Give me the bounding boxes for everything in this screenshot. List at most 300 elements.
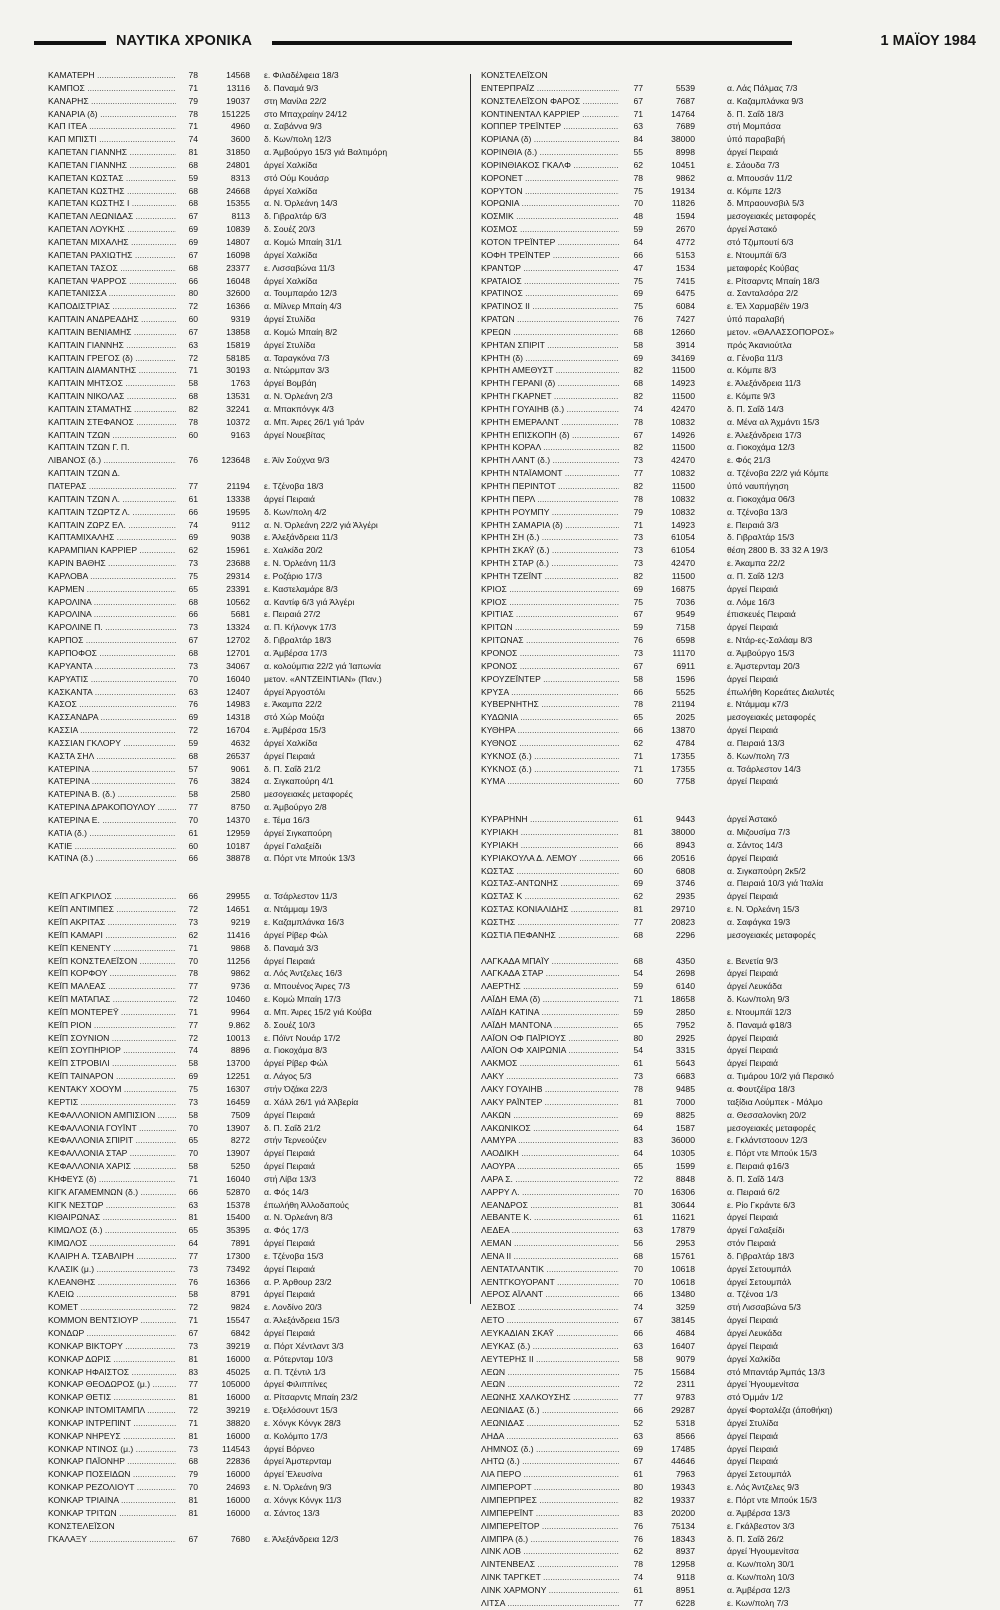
ship-row xyxy=(481,236,963,249)
build-year: 58 xyxy=(633,1353,643,1364)
ship-name: ΛΑΓΚΑΔΑ ΜΠΑΪΥ ..... xyxy=(481,955,619,968)
build-year: 54 xyxy=(633,968,643,979)
tonnage: 17879 xyxy=(671,1225,695,1236)
ship-name: ΛΕΩΝ ..... xyxy=(481,1378,619,1391)
build-year: 70 xyxy=(633,198,643,209)
build-year: 66 xyxy=(633,1405,643,1416)
ship-row xyxy=(481,1237,963,1250)
ship-row xyxy=(48,967,463,980)
ship-name: ΛΙΜΠΕΡΕΪΤΟΡ ..... xyxy=(481,1520,619,1533)
publication-title: ΝΑΥΤΙΚΑ ΧΡΟΝΙΚΑ xyxy=(116,33,253,49)
build-year: 78 xyxy=(633,1083,643,1094)
build-year: 68 xyxy=(633,1250,643,1261)
build-year: 69 xyxy=(633,1109,643,1120)
build-year: 81 xyxy=(188,1430,198,1441)
build-year: 62 xyxy=(633,1546,643,1557)
tonnage: 7952 xyxy=(675,1019,695,1030)
build-year: 59 xyxy=(188,737,198,748)
build-year: 67 xyxy=(633,609,643,620)
tonnage: 9061 xyxy=(230,763,250,774)
ship-row xyxy=(48,1288,463,1301)
ship-name: ΚΗΦΕΥΣ (δ) ..... xyxy=(48,1173,176,1186)
build-year: 58 xyxy=(633,339,643,350)
build-year: 81 xyxy=(633,904,643,915)
build-year: 69 xyxy=(188,224,198,235)
tonnage: 16000 xyxy=(226,1392,250,1403)
tonnage: 12702 xyxy=(226,635,250,646)
ship-position: ε. Άμβέρσα 15/3 xyxy=(264,725,326,736)
ship-row xyxy=(48,390,463,403)
tonnage: 11500 xyxy=(671,391,695,402)
ship-position: δ. Κων/πολη 9/3 xyxy=(727,994,790,1005)
ship-position: δ. Π. Σαΐδ 21/2 xyxy=(264,763,321,774)
ship-row xyxy=(481,1597,963,1610)
ship-position: ε. Άλεξάνδρεια 12/3 xyxy=(264,1533,339,1544)
build-year: 67 xyxy=(188,635,198,646)
ship-row xyxy=(48,1327,463,1340)
ship-name: ΛΑΚΩΝΙΚΟΣ ..... xyxy=(481,1122,619,1135)
tonnage: 19337 xyxy=(671,1494,695,1505)
ship-row xyxy=(481,300,963,313)
tonnage: 7427 xyxy=(675,314,695,325)
ship-list-right-column xyxy=(481,69,963,1610)
ship-position: άργεί Βομβάη xyxy=(264,378,317,389)
ship-position: α. Καζαμπλάνκα 9/3 xyxy=(727,95,804,106)
ship-row xyxy=(48,1378,463,1391)
ship-row xyxy=(48,1147,463,1160)
ship-name: ΚΕΪΠ ΣΟΥΝΙΟΝ ..... xyxy=(48,1032,176,1045)
tonnage: 38145 xyxy=(671,1315,695,1326)
ship-name: ΚΟΝΚΑΡ ΗΦΑΙΣΤΟΣ ..... xyxy=(48,1366,176,1379)
ship-name: ΚΟΣΜΟΣ ..... xyxy=(481,223,619,236)
build-year: 71 xyxy=(188,121,198,132)
ship-name: ΚΑΝΑΡΙΑ (δ) ..... xyxy=(48,108,176,121)
ship-row xyxy=(481,1404,963,1417)
ship-name: ΚΩΣΤΙΑ ΠΕΦΑΝΗΣ ..... xyxy=(481,929,619,942)
ship-position: άργεί Χαλκίδα xyxy=(264,249,318,260)
ship-name: ΛΕΒΑΝΤΕ Κ. ..... xyxy=(481,1211,619,1224)
ship-position: α. Σιγκαπούρη 2κ5/2 xyxy=(727,865,806,876)
ship-name: ΚΑΤΕΡΙΝΑ ..... xyxy=(48,763,176,776)
ship-position: ε. Ν. Όρλεάνη 9/3 xyxy=(264,1482,332,1493)
build-year: 68 xyxy=(188,596,198,607)
tonnage: 13907 xyxy=(226,1148,250,1159)
build-year: 58 xyxy=(188,1161,198,1172)
build-year: 76 xyxy=(633,635,643,646)
tonnage: 42470 xyxy=(671,403,695,414)
ship-position: α. Πόρτ ντε Μπούκ 13/3 xyxy=(264,853,356,864)
ship-name: ΛΑΚΥ ΡΑΪΝΤΕΡ ..... xyxy=(481,1096,619,1109)
build-year: 76 xyxy=(188,455,198,466)
ship-position: δ. Παναμά 9/3 xyxy=(264,82,319,93)
ship-name: ΛΑΡΑ Σ. ..... xyxy=(481,1173,619,1186)
ship-position: α. Άμβέρσα 13/3 xyxy=(727,1507,791,1518)
ship-position: α. Άλεξάνδρεια 15/3 xyxy=(264,1315,340,1326)
ship-name: ΚΟΦΗ ΤΡΕΪΝΤΕΡ ..... xyxy=(481,249,619,262)
ship-name: ΚΕΪΠ ΑΚΡΙΤΑΣ ..... xyxy=(48,916,176,929)
ship-row xyxy=(481,403,963,416)
tonnage: 14983 xyxy=(226,699,250,710)
ship-position: έπισκευές Πειραιά xyxy=(727,609,796,620)
ship-name: ΛΕΝΤΓΚΟΥΟΡΑΝΤ ..... xyxy=(481,1276,619,1289)
tonnage: 38820 xyxy=(226,1417,250,1428)
ship-position: άργεί Πειραιά xyxy=(727,725,778,736)
ship-name: ΛΑΕΡΤΗΣ ..... xyxy=(481,980,619,993)
tonnage: 11500 xyxy=(671,442,695,453)
tonnage: 2296 xyxy=(675,929,695,940)
build-year: 72 xyxy=(188,904,198,915)
ship-row xyxy=(481,480,963,493)
ship-position: στη Μανίλα 22/2 xyxy=(264,95,327,106)
ship-position: α. Σαβάννα 9/3 xyxy=(264,121,322,132)
build-year: 67 xyxy=(188,249,198,260)
build-year: 67 xyxy=(633,1456,643,1467)
ship-position: θέση 2800 Β. 33 32 Α 19/3 xyxy=(727,545,828,556)
build-year: 75 xyxy=(633,1366,643,1377)
ship-name: ΚΟΝΚΑΡ ΒΙΚΤΟΡΥ ..... xyxy=(48,1340,176,1353)
tonnage: 23391 xyxy=(226,583,250,594)
build-year: 78 xyxy=(633,416,643,427)
ship-name: ΚΡΗΤΗ ΕΠΙΣΚΟΠΗ (δ) ..... xyxy=(481,429,619,442)
tonnage: 9964 xyxy=(230,1006,250,1017)
ship-name: ΚΩΣΤΑΣ-ΑΝΤΩΝΗΣ ..... xyxy=(481,877,619,890)
build-year: 78 xyxy=(188,108,198,119)
build-year: 76 xyxy=(188,699,198,710)
ship-position: άργεί Άργοστόλι xyxy=(264,686,326,697)
ship-position: δ. Παναμά φ18/3 xyxy=(727,1019,792,1030)
ship-name: ΚΟΝΚΑΡ ΘΕΤΙΣ ..... xyxy=(48,1391,176,1404)
ship-position: α. Φουτζέϊρα 18/3 xyxy=(727,1083,795,1094)
ship-position: δ. Γιβραλτάρ 15/3 xyxy=(727,532,795,543)
ship-position: στήν Όζάκα 22/3 xyxy=(264,1083,328,1094)
ship-name: ΚΥΘΝΟΣ ..... xyxy=(481,737,619,750)
ship-name: ΚΙΓΚ ΝΕΣΤΩΡ ..... xyxy=(48,1199,176,1212)
ship-row xyxy=(48,1276,463,1289)
ship-position: ε. Βενετία 9/3 xyxy=(727,955,778,966)
ship-position: άργεί Πειραιά xyxy=(264,1289,315,1300)
tonnage: 38000 xyxy=(671,827,695,838)
ship-name: ΛΕΩΝΙΔΑΣ ..... xyxy=(481,1417,619,1430)
tonnage: 9443 xyxy=(675,814,695,825)
build-year: 71 xyxy=(188,1315,198,1326)
ship-name: ΚΩΣΤΑΣ ΚΟΝΙΑΛΙΔΗΣ ..... xyxy=(481,903,619,916)
build-year: 62 xyxy=(188,545,198,556)
ship-row xyxy=(481,1044,963,1057)
tonnage: 6911 xyxy=(676,660,695,671)
ship-name: ΚΕΦΑΛΛΟΝΙΑ ΣΤΑΡ ..... xyxy=(48,1147,176,1160)
tonnage: 13531 xyxy=(226,391,250,402)
tonnage: 7158 xyxy=(675,622,695,633)
tonnage: 11500 xyxy=(671,365,695,376)
ship-position: ε. Άϊν Σούχνα 9/3 xyxy=(264,455,330,466)
ship-row xyxy=(48,1134,463,1147)
ship-position: άργεί Πειραιά xyxy=(727,147,778,158)
tonnage: 11416 xyxy=(226,929,250,940)
ship-row xyxy=(481,1417,963,1430)
ship-name: ΛΙΜΠΕΡΕΪΝΤ ..... xyxy=(481,1507,619,1520)
ship-row xyxy=(481,557,963,570)
ship-position: α. Λάγος 5/3 xyxy=(264,1071,312,1082)
ship-name: ΛΕΩΝ ..... xyxy=(481,1366,619,1379)
tonnage: 6084 xyxy=(675,301,695,312)
ship-position: δ. Σουέζ 10/3 xyxy=(264,1019,316,1030)
tonnage: 16000 xyxy=(226,1469,250,1480)
ship-row xyxy=(48,262,463,275)
ship-name: ΚΡΗΤΗ ΚΟΡΑΛ ..... xyxy=(481,441,619,454)
ship-name: ΚΡΑΤΙΝΟΣ ..... xyxy=(481,287,619,300)
ship-position: άργεί Βόρνεο xyxy=(264,1443,315,1454)
ship-name: ΚΑΠΕΤΑΝ ΚΩΣΤΑΣ ..... xyxy=(48,172,176,185)
ship-position: άργεί Σιγκαπούρη xyxy=(264,827,332,838)
tonnage: 58185 xyxy=(226,352,250,363)
tonnage: 17300 xyxy=(226,1250,250,1261)
tonnage: 7509 xyxy=(230,1109,250,1120)
ship-position: α. Σάντος 13/3 xyxy=(264,1507,320,1518)
ship-position: α. Π. Τζέντιλ 1/3 xyxy=(264,1366,326,1377)
ship-name: ΚΡΗΤΗ ΣΤΑΡ (δ.) ..... xyxy=(481,557,619,570)
build-year: 67 xyxy=(188,326,198,337)
ship-position: α. Πειραιά 6/2 xyxy=(727,1186,780,1197)
ship-position: α. Χάλλ 26/1 γιά Άλβερία xyxy=(264,1096,359,1107)
ship-list-left-column xyxy=(48,69,463,1545)
ship-name: ΚΡΗΤΑΝ ΣΠΙΡΙΤ ..... xyxy=(481,339,619,352)
tonnage: 19595 xyxy=(226,506,250,517)
build-year: 70 xyxy=(188,1482,198,1493)
build-year: 72 xyxy=(188,1032,198,1043)
ship-row xyxy=(48,711,463,724)
ship-position: ε. Λισσαβώνα 11/3 xyxy=(264,262,335,273)
ship-row xyxy=(481,197,963,210)
ship-name: ΚΡΟΥΖΕΪΝΤΕΡ ..... xyxy=(481,673,619,686)
ship-name: ΚΡΗΤΗ ΣΗ (δ.) ..... xyxy=(481,531,619,544)
ship-name: ΚΟΝΚΑΡ ΠΑΪΟΝΗΡ ..... xyxy=(48,1455,176,1468)
ship-row xyxy=(481,1288,963,1301)
tonnage: 52870 xyxy=(226,1186,250,1197)
tonnage: 1594 xyxy=(675,211,695,222)
tonnage: 4772 xyxy=(675,236,695,247)
tonnage: 8825 xyxy=(675,1109,695,1120)
ship-row xyxy=(48,980,463,993)
tonnage: 39219 xyxy=(226,1340,250,1351)
ship-position: α. Σάντος 14/3 xyxy=(727,839,783,850)
ship-position: στή Λισσαβώνα 5/3 xyxy=(727,1302,801,1313)
tonnage: 12959 xyxy=(226,827,250,838)
ship-row xyxy=(48,1122,463,1135)
ship-row xyxy=(481,1186,963,1199)
ship-row xyxy=(481,1558,963,1571)
ship-position: δ. Κων/πολη 12/3 xyxy=(264,134,332,145)
tonnage: 19134 xyxy=(671,185,695,196)
build-year: 73 xyxy=(188,558,198,569)
tonnage: 1596 xyxy=(675,673,695,684)
ship-position: άργεί Ήγουμενίτσα xyxy=(727,1379,799,1390)
ship-position: α. Γένοβα 11/3 xyxy=(727,352,783,363)
build-year: 71 xyxy=(188,82,198,93)
tonnage: 6842 xyxy=(230,1328,250,1338)
ship-position: α. Σιγκαπούρη 4/1 xyxy=(264,776,334,787)
ship-position: άργεί Σετουμπάλ xyxy=(727,1469,792,1480)
ship-position: δ. Γιβραλτάρ 6/3 xyxy=(264,211,327,222)
ship-name: ΚΩΣΤΗΣ ..... xyxy=(481,916,619,929)
ship-name: ΚΡΗΤΗ (δ) ..... xyxy=(481,352,619,365)
build-year: 72 xyxy=(188,301,198,312)
ship-position: άργεί Πειραιά xyxy=(727,583,778,594)
tonnage: 16306 xyxy=(671,1186,695,1197)
ship-position: ε. Τέμα 16/3 xyxy=(264,814,310,825)
ship-position: μεσογειακές μεταφορές xyxy=(727,712,816,723)
tonnage: 5681 xyxy=(230,609,250,620)
build-year: 74 xyxy=(633,403,643,414)
ship-row xyxy=(48,1301,463,1314)
ship-position: άργεί Νουεβίτας xyxy=(264,429,326,440)
ship-name: ΚΑΡΜΕΝ ..... xyxy=(48,583,176,596)
ship-name: ΛΑΡΡΥ Λ. ..... xyxy=(481,1186,619,1199)
ship-name: ΛΙΝΤΕΝΒΕΛΣ ..... xyxy=(481,1558,619,1571)
tonnage: 39219 xyxy=(226,1405,250,1416)
ship-name: ΛΙΝΚ ΤΑΡΓΚΕΤ ..... xyxy=(481,1571,619,1584)
ship-position: άργεί Άστακό xyxy=(727,814,778,825)
ship-row xyxy=(481,1378,963,1391)
build-year: 73 xyxy=(633,455,643,466)
ship-row xyxy=(48,1417,463,1430)
ship-position: άργεί Πειραιά xyxy=(264,1161,315,1172)
ship-name: ΚΥΡΑΡΗΝΗ ..... xyxy=(481,813,619,826)
build-year: 78 xyxy=(188,70,198,80)
ship-position: δ. Γιβραλτάρ 18/3 xyxy=(264,635,332,646)
ship-row xyxy=(481,1057,963,1070)
ship-name: ΚΡΗΤΗ ΛΑΝΤ (δ.) ..... xyxy=(481,454,619,467)
ship-row xyxy=(481,1533,963,1546)
build-year: 72 xyxy=(188,994,198,1005)
ship-name: ΚΡΕΩΝ ..... xyxy=(481,326,619,339)
tonnage: 9163 xyxy=(230,429,250,440)
ship-position: ε. Πειραιά 27/2 xyxy=(264,609,321,620)
build-year: 68 xyxy=(188,1456,198,1467)
ship-row xyxy=(48,493,463,506)
ship-name: ΛΙΜΠΕΡΠΡΕΣ ..... xyxy=(481,1494,619,1507)
build-year: 74 xyxy=(633,1572,643,1583)
build-year: 61 xyxy=(633,1058,643,1069)
tonnage: 6140 xyxy=(675,981,695,992)
ship-name: ΚΕΪΠ ΚΑΜΑΡΙ ..... xyxy=(48,929,176,942)
build-year: 82 xyxy=(633,570,643,581)
ship-name: ΚΟΝΣΤΕΛΕΪΣΟΝ xyxy=(48,1520,115,1531)
ship-row xyxy=(48,210,463,223)
build-year: 69 xyxy=(633,878,643,889)
build-year: 81 xyxy=(188,147,198,158)
ship-position: δ. Παναμά 3/3 xyxy=(264,942,319,953)
ship-row xyxy=(48,647,463,660)
ship-position: δ. Π. Σαΐδ 14/3 xyxy=(727,403,784,414)
build-year: 61 xyxy=(188,827,198,838)
ship-name: ΚΑΠΕΤΑΝ ΓΙΑΝΝΗΣ ..... xyxy=(48,146,176,159)
ship-row xyxy=(481,660,963,673)
tonnage: 8113 xyxy=(231,211,250,222)
ship-row xyxy=(48,416,463,429)
ship-row xyxy=(48,300,463,313)
ship-position: άργεί Πειραιά xyxy=(264,1109,315,1120)
ship-name: ΚΡΗΤΗ ΓΚΑΡΝΕΤ ..... xyxy=(481,390,619,403)
ship-row xyxy=(481,1327,963,1340)
ship-name: ΛΑΜΥΡΑ ..... xyxy=(481,1134,619,1147)
ship-position: μεταφορές Κούβας xyxy=(727,262,799,273)
ship-row xyxy=(481,454,963,467)
ship-name: ΚΟΡΟΝΕΤ ..... xyxy=(481,172,619,185)
ship-row xyxy=(48,814,463,827)
build-year: 69 xyxy=(188,1071,198,1082)
ship-row xyxy=(481,519,963,532)
ship-name: ΚΑΠΤΑΙΝ ΖΩΡΖ ΕΛ. ..... xyxy=(48,519,176,532)
build-year: 69 xyxy=(633,1443,643,1454)
ship-row xyxy=(48,313,463,326)
ship-row xyxy=(48,1520,463,1533)
build-year: 78 xyxy=(633,699,643,710)
ship-name: ΚΑΣΤΑ ΣΗΛ ..... xyxy=(48,750,176,763)
ship-position: α. Ρίτσαρντς Μπαίη 23/2 xyxy=(264,1392,358,1403)
tonnage: 13700 xyxy=(226,1058,250,1069)
ship-row xyxy=(48,69,463,82)
build-year: 68 xyxy=(188,159,198,170)
ship-row xyxy=(481,570,963,583)
ship-name: ΚΡΙΤΩΝΑΣ ..... xyxy=(481,634,619,647)
ship-row xyxy=(48,1404,463,1417)
ship-row xyxy=(48,942,463,955)
ship-row xyxy=(48,608,463,621)
tonnage: 14923 xyxy=(671,519,695,530)
tonnage: 7891 xyxy=(230,1238,250,1249)
ship-name: ΚΡΗΤΗ ΣΑΜΑΡΙΑ (δ) ..... xyxy=(481,519,619,532)
ship-name: ΚΑΠΤΑΙΝ ΣΤΑΜΑΤΗΣ ..... xyxy=(48,403,176,416)
ship-row xyxy=(48,750,463,763)
build-year: 77 xyxy=(633,917,643,927)
build-year: 61 xyxy=(188,493,198,504)
build-year: 66 xyxy=(188,1186,198,1197)
ship-name: ΚΑΠΕΤΑΝΙΣΣΑ ..... xyxy=(48,287,176,300)
tonnage: 8566 xyxy=(675,1430,695,1441)
ship-name: ΚΑΡΥΑΤΙΣ ..... xyxy=(48,673,176,686)
tonnage: 16459 xyxy=(226,1096,250,1107)
ship-position: πρός Άκανιούτλα xyxy=(727,339,792,350)
ship-name: ΚΑΠΤΑΙΝ ΣΤΕΦΑΝΟΣ ..... xyxy=(48,416,176,429)
ship-row xyxy=(48,172,463,185)
ship-name: ΚΕΪΠ ΤΑΙΝΑΡΟΝ ..... xyxy=(48,1070,176,1083)
build-year: 64 xyxy=(633,1148,643,1159)
ship-name: ΛΙΒΑΝΟΣ (δ.) ..... xyxy=(48,454,176,467)
build-year: 67 xyxy=(188,211,198,222)
tonnage: 2850 xyxy=(675,1006,695,1017)
ship-position: δ. Π. Σαΐδ 21/2 xyxy=(264,1122,321,1133)
ship-row xyxy=(48,1443,463,1456)
ship-position: άργεί Λευκάδα xyxy=(727,981,782,992)
ship-name: ΚΕΪΠ ΡΙΟΝ ..... xyxy=(48,1019,176,1032)
build-year: 59 xyxy=(188,172,198,183)
ship-name: ΚΡΗΤΗ ΠΕΡΛ ..... xyxy=(481,493,619,506)
ship-position: μετον. «ΘΑΛΑΣΣΟΠΟΡΟΣ» xyxy=(727,326,835,337)
ship-row xyxy=(48,763,463,776)
build-year: 73 xyxy=(188,660,198,671)
tonnage: 23377 xyxy=(226,262,250,273)
tonnage: 44646 xyxy=(671,1456,695,1467)
build-year: 57 xyxy=(188,763,198,774)
ship-row xyxy=(48,1109,463,1122)
issue-date: 1 ΜΑΪΟΥ 1984 xyxy=(880,33,976,49)
ship-position: α. Ντώρμπαν 3/3 xyxy=(264,365,330,376)
ship-name: ΛΑΚΜΟΣ ..... xyxy=(481,1057,619,1070)
tonnage: 4684 xyxy=(675,1328,695,1338)
ship-row xyxy=(481,1096,963,1109)
ship-row xyxy=(481,903,963,916)
tonnage: 7036 xyxy=(675,596,695,607)
